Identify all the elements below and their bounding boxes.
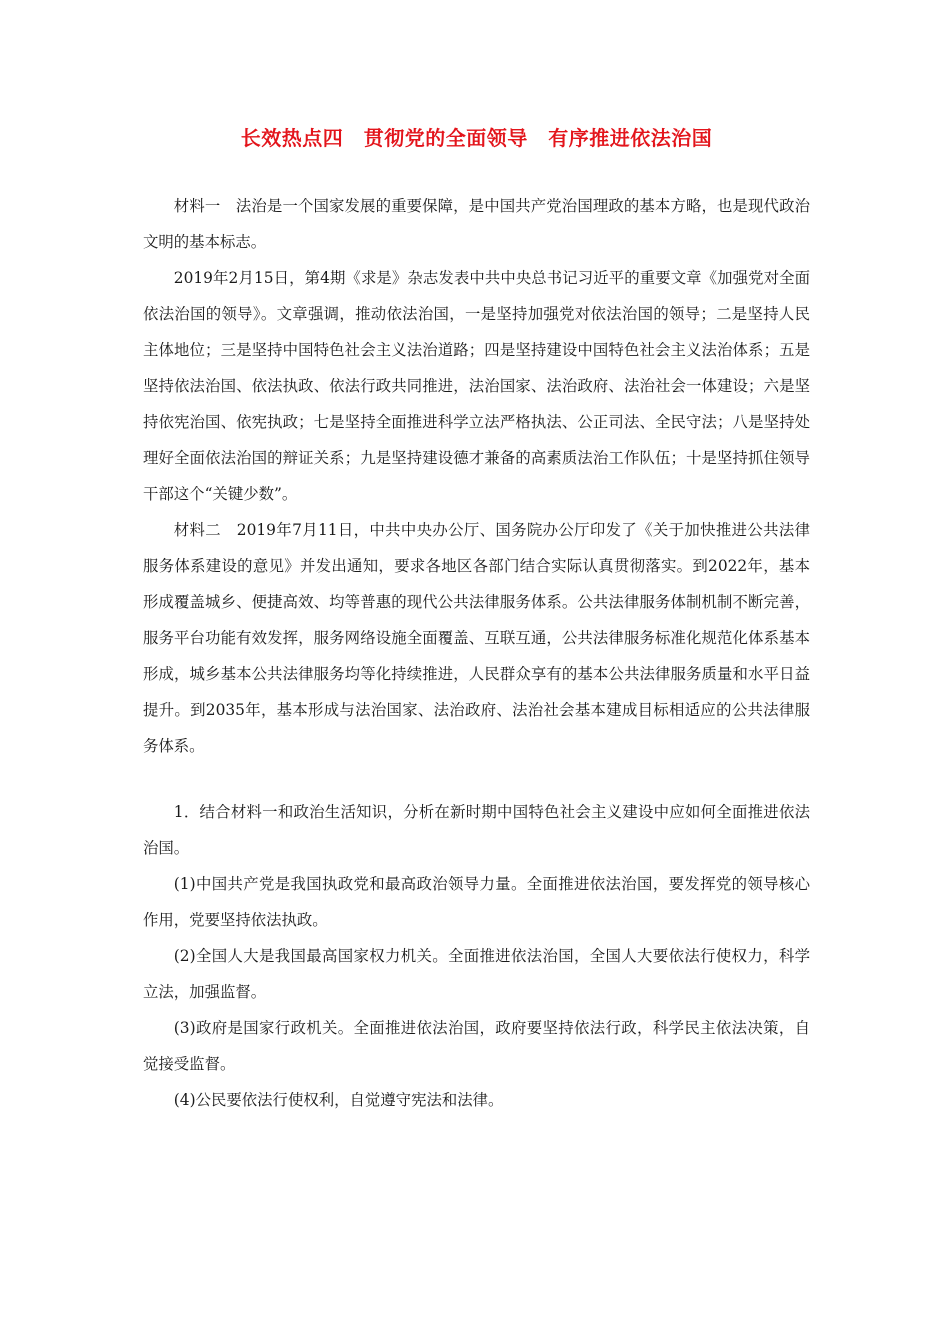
document-page bbox=[143, 118, 810, 1118]
answer-item-2: (2)全国人大是我国最高国家权力机关。全面推进依法治国，全国人大要依法行使权力，科学立法，加强监督。 bbox=[143, 947, 810, 1001]
question1-text: 1．结合材料一和政治生活知识，分析在新时期中国特色社会主义建设中应如何全面推进依法治国。 bbox=[143, 803, 810, 857]
section-gap bbox=[143, 764, 810, 794]
material2-text: 2019年7月11日，中共中央办公厅、国务院办公厅印发了《关于加快推进公共法律服务体系建设的意见》并发出通知，要求各地区各部门结合实际认真贯彻落实。到2022年，基本形成覆盖城乡、便捷高效、均等普惠的现代公共法律服务体系。公共法律服务体制机制不断完善，服务平台功能有效发挥，服务网络设施全面覆盖、互联互通，公共法律服务标准化规范化体系基本形成，城乡基本公共法律服务均等化持续推进，人民群众享有的基本公共法律服务质量和水平日益提升。到2035年，基本形成与法治国家、法治政府、法治社会基本建成目标相适应的公共法律服务体系。 bbox=[143, 521, 810, 755]
document-title: 长效热点四 贯彻党的全面领导 有序推进依法治国 bbox=[240, 126, 713, 150]
material1-paragraph1 bbox=[143, 188, 810, 260]
answer-item-4: (4)公民要依法行使权利，自觉遵守宪法和法律。 bbox=[173, 1091, 504, 1109]
material2-label: 材料二 bbox=[173, 521, 237, 539]
material1-text1: 法治是一个国家发展的重要保障，是中国共产党治国理政的基本方略，也是现代政治文明的基本标志。 bbox=[143, 197, 810, 251]
material1-label: 材料一 bbox=[173, 197, 236, 215]
answer-item-3: (3)政府是国家行政机关。全面推进依法治国，政府要坚持依法行政，科学民主依法决策，自觉接受监督。 bbox=[143, 1019, 810, 1073]
material2-paragraph bbox=[143, 512, 810, 764]
material1-paragraph2: 2019年2月15日，第4期《求是》杂志发表中共中央总书记习近平的重要文章《加强党对全面依法治国的领导》。文章强调，推动依法治国，一是坚持加强党对依法治国的领导；二是坚持人民主体地位；三是坚持中国特色社会主义法治道路；四是坚持建设中国特色社会主义法治体系；五是坚持依法治国、依法执政、依法行政共同推进，法治国家、法治政府、法治社会一体建设；六是坚持依宪治国、依宪执政；七是坚持全面推进科学立法严格执法、公正司法、全民守法；八是坚持处理好全面依法治国的辩证关系；九是坚持建设德才兼备的高素质法治工作队伍；十是坚持抓住领导干部这个“关键少数”。 bbox=[143, 269, 810, 503]
answer-item-1: (1)中国共产党是我国执政党和最高政治领导力量。全面推进依法治国，要发挥党的领导核心作用，党要坚持依法执政。 bbox=[143, 875, 810, 929]
